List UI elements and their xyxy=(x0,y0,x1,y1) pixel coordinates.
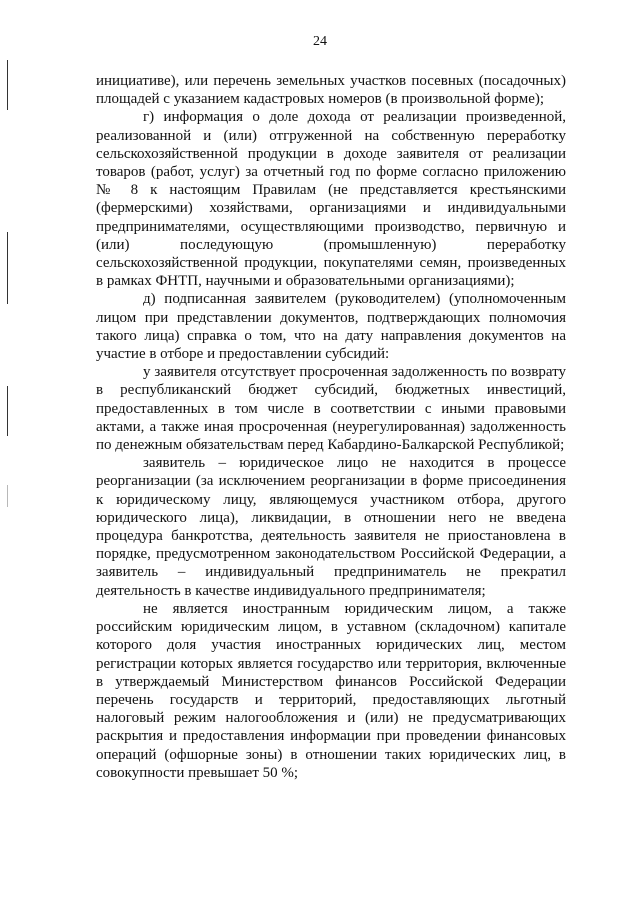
page-number: 24 xyxy=(313,34,327,49)
margin-mark xyxy=(7,232,8,304)
margin-mark xyxy=(7,485,8,507)
margin-mark xyxy=(7,60,8,110)
paragraph: инициативе), или перечень земельных участков посевных (посадочных) площадей с указанием кадастровых номеров (в произвольной форме); xyxy=(96,73,566,108)
document-body xyxy=(96,72,566,782)
paragraph: у заявителя отсутствует просроченная задолженность по возврату в республиканский бюджет субсидий, бюджетных инвестиций, предоставленных в том числе в соответствии с иными правовыми актами, а также иная просроченная (неурегулированная) задолженность по денежным обязательствам перед Кабардино-Балкарской Республикой; xyxy=(96,364,566,454)
paragraph: не является иностранным юридическим лицом, а также российским юридическим лицом, в уставном (складочном) капитале которого доля участия иностранных юридических лиц, местом регистрации которых является государство или территория, включенные в утверждаемый Министерством финансов Российской Федерации перечень государств и территорий, предоставляющих льготный налоговый режим налогообложения и (или) не предусматривающих раскрытия и предоставления информации при проведении финансовых операций (офшорные зоны) в отношении таких юридических лиц, в совокупности превышает 50 %; xyxy=(96,600,566,781)
paragraph: заявитель – юридическое лицо не находится в процессе реорганизации (за исключением реорганизации в форме присоединения к юридическому лицу, являющемуся участником отбора, другого юридического лица), ликвидации, в отношении него не введена процедура банкротства, деятельность заявителя не приостановлена в порядке, предусмотренном законодательством Российской Федерации, а заявитель – индивидуальный предприниматель не прекратил деятельность в качестве индивидуального предпринимателя; xyxy=(96,455,566,599)
paragraph: д) подписанная заявителем (руководителем) (уполномоченным лицом при представлении документов, подтверждающих полномочия такого лица) справка о том, что на дату направления документов на участие в отборе и предоставлении субсидий: xyxy=(96,291,566,363)
margin-mark xyxy=(7,386,8,436)
paragraph: г) информация о доле дохода от реализации произведенной, реализованной и (или) отгруженной на собственную переработку сельскохозяйственной продукции в доходе заявителя от реализации товаров (работ, услуг) за отчетный год по форме согласно приложению № 8 к настоящим Правилам (не представляется крестьянскими (фермерскими) хозяйствами, организациями и индивидуальными предпринимателями, осуществляющими производство, первичную и (или) последующую (промышленную) переработку сельскохозяйственной продукции, покупателями семян, произведенных в рамках ФНТП, научными и образовательными организациями); xyxy=(96,109,566,290)
